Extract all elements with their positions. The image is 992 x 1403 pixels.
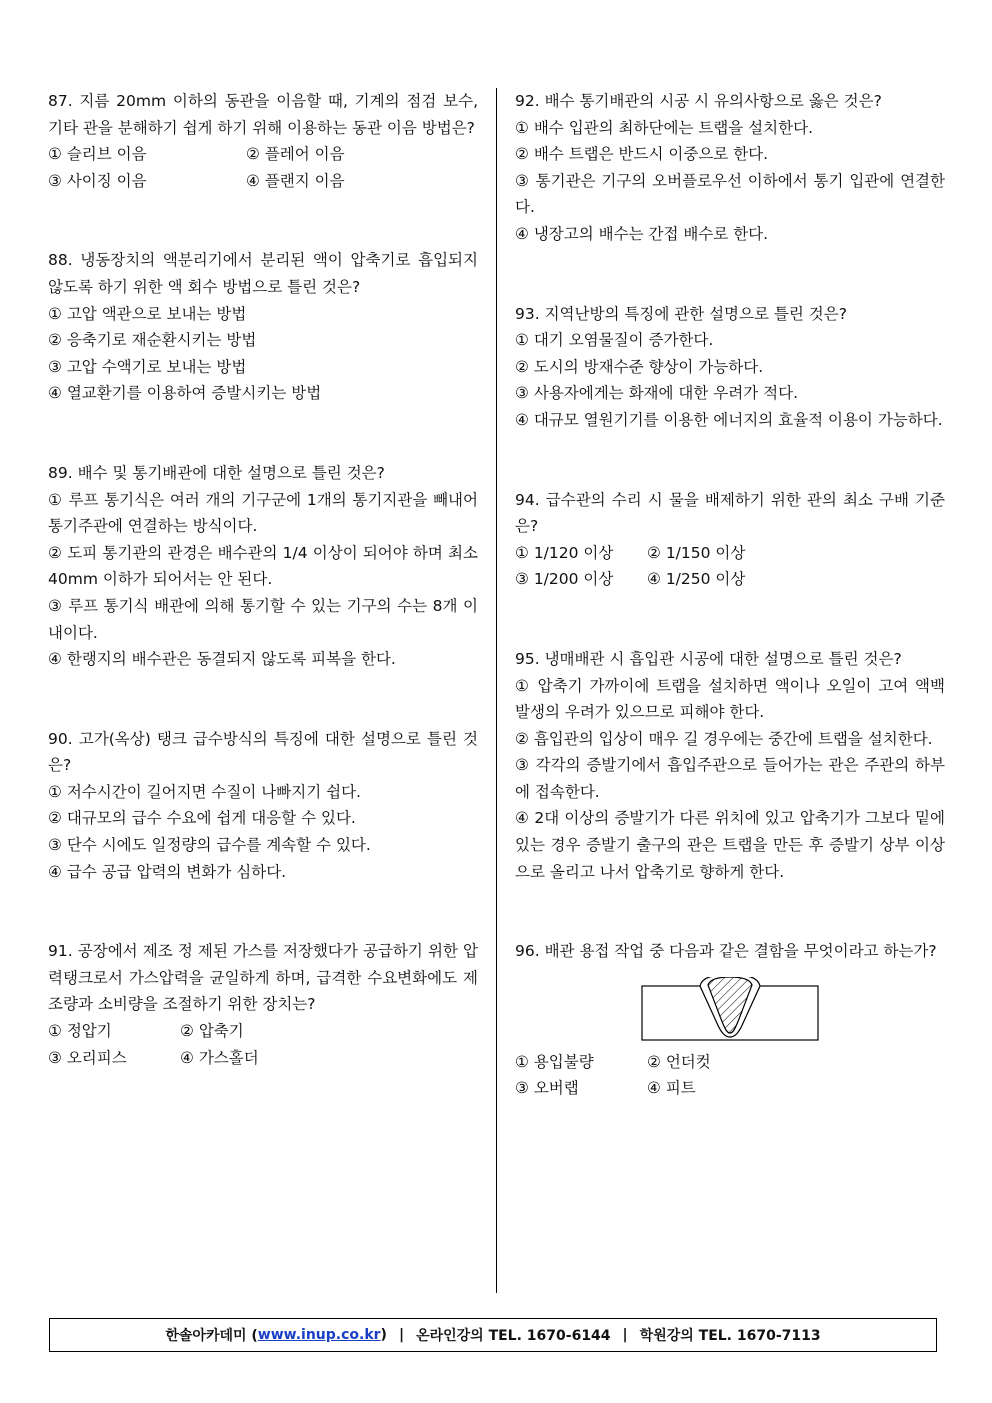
question-stem: 90. 고가(옥상) 탱크 급수방식의 특징에 대한 설명으로 틀린 것은? (48, 729, 478, 775)
option[interactable]: ① 저수시간이 길어지면 수질이 나빠지기 쉽다. (48, 782, 361, 801)
question-stem: 96. 배관 용접 작업 중 다음과 같은 결함을 무엇이라고 하는가? (515, 942, 937, 961)
option[interactable]: ④ 1/250 이상 (647, 570, 746, 589)
option[interactable]: ③ 각각의 증발기에서 흡입주관으로 들어가는 관은 주관의 하부에 접속한다. (515, 756, 945, 801)
question-stem: 93. 지역난방의 특징에 관한 설명으로 틀린 것은? (515, 304, 847, 323)
option-row (48, 1045, 478, 1072)
question-93 (515, 301, 945, 434)
option[interactable]: ② 배수 트랩은 반드시 이중으로 한다. (515, 145, 769, 164)
option[interactable]: ③ 1/200 이상 (515, 570, 614, 589)
question-91 (48, 938, 478, 1071)
question-stem: 88. 냉동장치의 액분리기에서 분리된 액이 압축기로 흡입되지 않도록 하기 위한 액 회수 방법으로 틀린 것은? (48, 251, 478, 296)
question-92 (515, 88, 945, 248)
option-row (48, 1018, 478, 1045)
option[interactable]: ④ 피트 (647, 1079, 696, 1098)
footer-website-link[interactable]: www.inup.co.kr (257, 1327, 381, 1343)
footer-offline-tel: 학원강의 TEL. 1670-7113 (639, 1328, 821, 1344)
question-stem: 94. 급수관의 수리 시 물을 배제하기 위한 관의 최소 구배 기준은? (515, 490, 945, 536)
option[interactable]: ② 플레어 이음 (246, 145, 345, 164)
option-row (515, 540, 945, 567)
option[interactable]: ④ 한랭지의 배수관은 동결되지 않도록 피복을 한다. (48, 650, 396, 669)
question-90 (48, 726, 478, 886)
option[interactable]: ① 1/120 이상 (515, 543, 614, 562)
option[interactable]: ② 언더컷 (647, 1052, 711, 1071)
weld-defect-diagram (640, 977, 820, 1041)
option[interactable]: ③ 오리피스 (48, 1048, 127, 1067)
option-row (48, 141, 478, 168)
option[interactable]: ② 압축기 (180, 1022, 244, 1041)
option[interactable]: ④ 냉장고의 배수는 간접 배수로 한다. (515, 224, 769, 243)
question-stem: 89. 배수 및 통기배관에 대한 설명으로 틀린 것은? (48, 463, 385, 482)
option[interactable]: ① 대기 오염물질이 증가한다. (515, 331, 714, 350)
right-column (515, 88, 945, 1155)
question-96 (515, 938, 945, 1102)
column-divider (496, 88, 497, 1293)
option[interactable]: ② 1/150 이상 (647, 543, 746, 562)
option[interactable]: ③ 사용자에게는 화재에 대한 우려가 적다. (515, 384, 799, 403)
option-row (515, 566, 945, 593)
option[interactable]: ② 흡입관의 입상이 매우 길 경우에는 중간에 트랩을 설치한다. (515, 729, 933, 748)
option[interactable]: ① 압축기 가까이에 트랩을 설치하면 액이나 오일이 고여 액백 발생의 우려가 있으므로 피해야 한다. (515, 676, 945, 722)
option[interactable]: ③ 단수 시에도 일정량의 급수를 계속할 수 있다. (48, 836, 371, 855)
option[interactable]: ③ 통기관은 기구의 오버플로우선 이하에서 통기 입관에 연결한다. (515, 171, 945, 217)
option[interactable]: ② 응축기로 재순환시키는 방법 (48, 331, 257, 350)
option-row (515, 1075, 945, 1102)
option-row (515, 1049, 945, 1076)
footer-separator: | (398, 1327, 405, 1343)
option[interactable]: ④ 플랜지 이음 (246, 171, 345, 190)
question-95 (515, 646, 945, 885)
option[interactable]: ④ 급수 공급 압력의 변화가 심하다. (48, 862, 287, 881)
footer-separator: | (622, 1327, 628, 1343)
option[interactable]: ① 루프 통기식은 여러 개의 기구군에 1개의 통기지관을 빼내어 통기주관에 연결하는 방식이다. (48, 490, 478, 536)
question-88 (48, 247, 478, 407)
option[interactable]: ① 정압기 (48, 1022, 112, 1041)
option[interactable]: ④ 2대 이상의 증발기가 다른 위치에 있고 압축기가 그보다 밑에 있는 경우 증발기 출구의 관은 트랩을 만든 후 증발기 상부 이상으로 올리고 나서 압축기로 향하게 한다. (515, 809, 945, 881)
option[interactable]: ③ 오버랩 (515, 1079, 579, 1098)
option[interactable]: ① 고압 액관으로 보내는 방법 (48, 304, 247, 323)
option[interactable]: ④ 가스홀더 (180, 1048, 259, 1067)
question-stem: 95. 냉매배관 시 흡입관 시공에 대한 설명으로 틀린 것은? (515, 649, 902, 668)
left-column (48, 88, 478, 1124)
question-87 (48, 88, 478, 194)
footer-close-paren: ) (380, 1327, 387, 1343)
footer-academy: 한솔아카데미 ( (165, 1328, 258, 1344)
option[interactable]: ③ 루프 통기식 배관에 의해 통기할 수 있는 기구의 수는 8개 이내이다. (48, 596, 478, 642)
question-89 (48, 460, 478, 673)
question-94 (515, 487, 945, 593)
question-stem: 87. 지름 20mm 이하의 동관을 이음할 때, 기계의 점검 보수, 기타 관을 분해하기 쉽게 하기 위해 이용하는 동관 이음 방법은? (48, 92, 478, 137)
option[interactable]: ③ 사이징 이음 (48, 171, 147, 190)
option[interactable]: ④ 대규모 열원기기를 이용한 에너지의 효율적 이용이 가능하다. (515, 410, 943, 429)
option[interactable]: ① 슬리브 이음 (48, 145, 147, 164)
option[interactable]: ② 도시의 방재수준 향상이 가능하다. (515, 357, 764, 376)
option[interactable]: ② 도피 통기관의 관경은 배수관의 1/4 이상이 되어야 하며 최소 40mm 이하가 되어서는 안 된다. (48, 543, 478, 589)
option[interactable]: ③ 고압 수액기로 보내는 방법 (48, 357, 247, 376)
footer (49, 1318, 937, 1352)
question-stem: 91. 공장에서 제조 정 제된 가스를 저장했다가 공급하기 위한 압력탱크로서 가스압력을 균일하게 하며, 급격한 수요변화에도 제조량과 소비량을 조절하기 위한 장치는? (48, 942, 478, 1014)
option[interactable]: ① 배수 입관의 최하단에는 트랩을 설치한다. (515, 118, 813, 137)
option-row (48, 168, 478, 195)
option[interactable]: ④ 열교환기를 이용하여 증발시키는 방법 (48, 384, 322, 403)
question-stem: 92. 배수 통기배관의 시공 시 유의사항으로 옳은 것은? (515, 92, 882, 110)
footer-online-tel: 온라인강의 TEL. 1670-6144 (416, 1328, 611, 1344)
option[interactable]: ② 대규모의 급수 수요에 쉽게 대응할 수 있다. (48, 809, 356, 828)
option[interactable]: ① 용입불량 (515, 1052, 594, 1071)
